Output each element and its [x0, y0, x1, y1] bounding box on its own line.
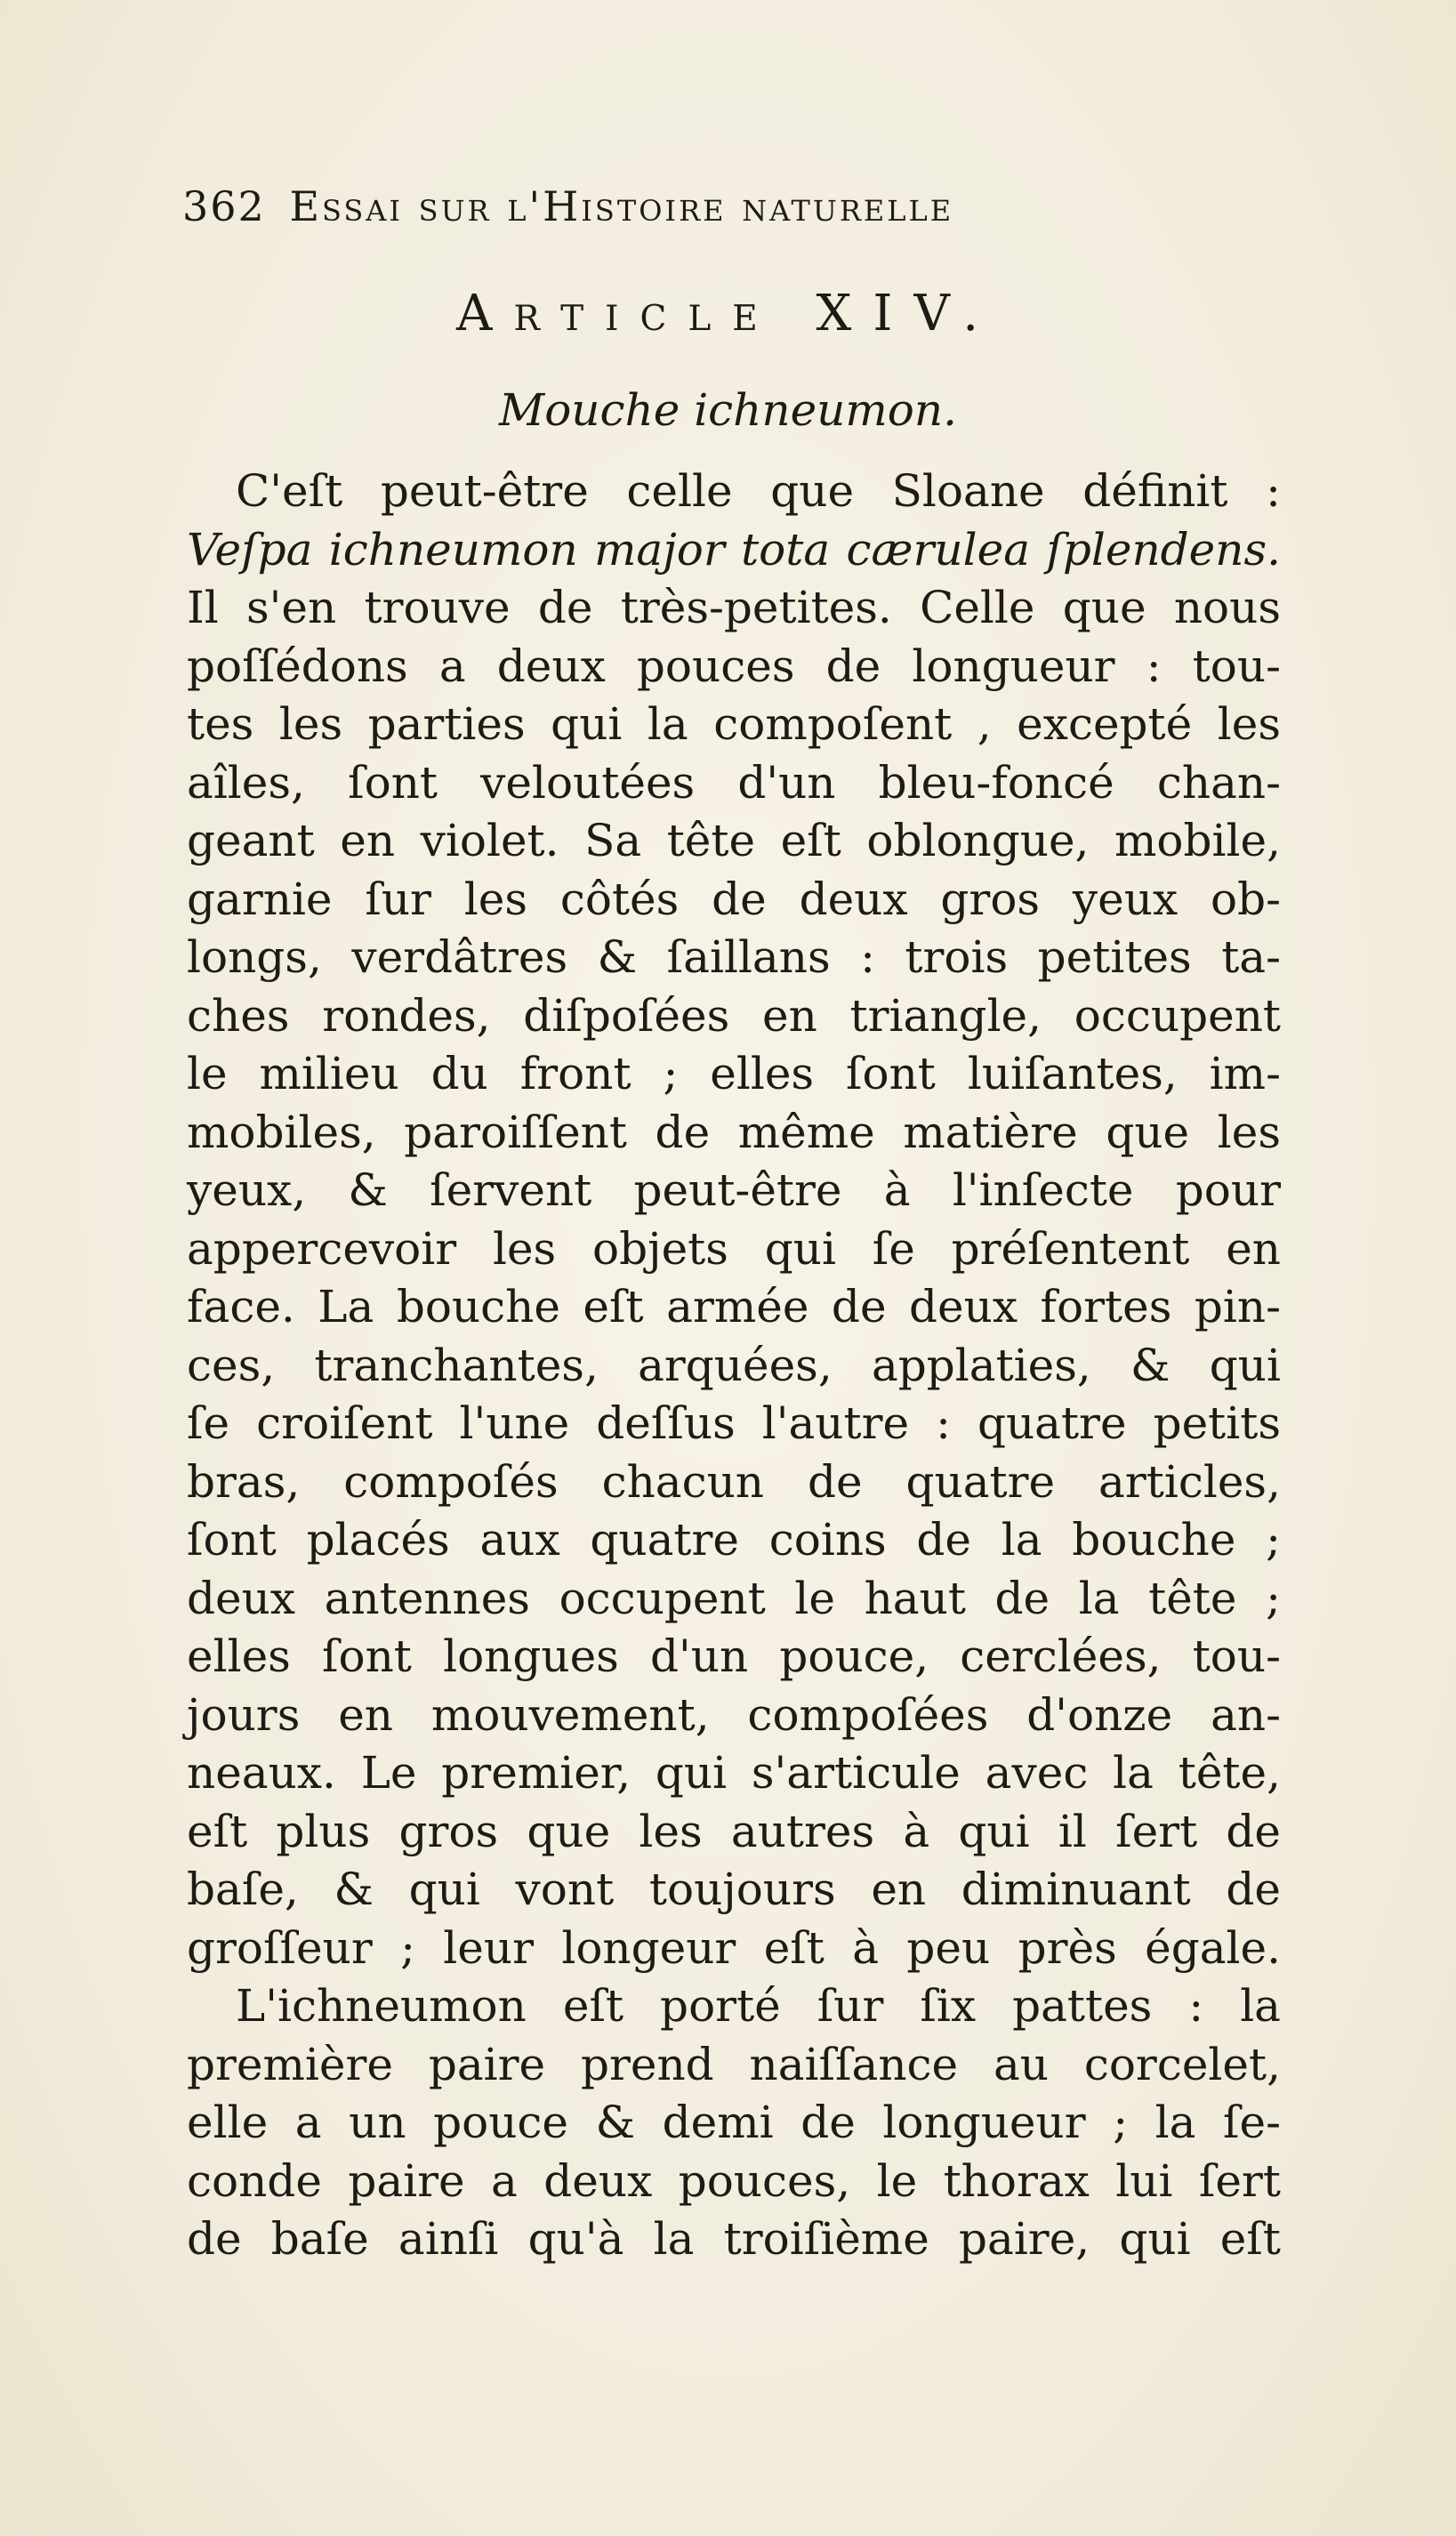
text-line: groſſeur ; leur longeur eſt à peu près égale.	[187, 1921, 1281, 1974]
text-line: L'ichneumon eſt porté ſur ſix pattes : la	[236, 1980, 1281, 2032]
text-line: tes les parties qui la compoſent , excepté les	[187, 698, 1281, 750]
text-line: ſe croiſent l'une deſſus l'autre : quatre petits	[187, 1397, 1281, 1449]
running-title: Essai sur l'Histoire naturelle	[289, 182, 954, 230]
text-line: longs, verdâtres & ſaillans : trois petites ta-	[187, 931, 1281, 983]
article-heading: Article XIV.	[456, 285, 1000, 342]
text-line: appercevoir les objets qui ſe préſentent en	[187, 1222, 1281, 1275]
text-line: première paire prend naiſſance au corcelet,	[187, 2038, 1281, 2090]
text-line: face. La bouche eſt armée de deux fortes pin-	[187, 1281, 1281, 1332]
text-line: le milieu du front ; elles ſont luiſantes, im-	[187, 1048, 1281, 1099]
page-number: 362	[182, 182, 266, 230]
text-line: de baſe ainſi qu'à la troiſième paire, qui eſt	[187, 2213, 1281, 2265]
text-line: elle a un pouce & demi de longueur ; la ſe-	[187, 2097, 1281, 2148]
body-text	[187, 463, 1281, 2269]
text-line: Veſpa ichneumon major tota cærulea ſplendens.	[187, 523, 1281, 576]
running-head	[182, 182, 1294, 230]
text-line: aîles, ſont veloutées d'un bleu-foncé chan-	[187, 756, 1281, 809]
text-line: deux antennes occupent le haut de la tête ;	[187, 1572, 1281, 1624]
text-line: geant en violet. Sa tête eſt oblongue, mobile,	[187, 815, 1281, 866]
text-line: elles ſont longues d'un pouce, cerclées, tou-	[187, 1630, 1281, 1682]
text-line: eſt plus gros que les autres à qui il ſert de	[187, 1805, 1281, 1857]
text-line: C'eſt peut-être celle que Sloane définit :	[236, 465, 1281, 517]
text-line: ces, tranchantes, arquées, applaties, & qui	[187, 1339, 1281, 1391]
text-line: ches rondes, diſpoſées en triangle, occupent	[187, 989, 1281, 1042]
text-line: Il s'en trouve de très-petites. Celle que nous	[187, 582, 1281, 633]
text-line: ſont placés aux quatre coins de la bouche ;	[187, 1514, 1281, 1566]
text-line: jours en mouvement, compoſées d'onze an-	[187, 1688, 1281, 1741]
text-line: mobiles, paroiſſent de même matière que les	[187, 1106, 1281, 1158]
text-line: garnie ſur les côtés de deux gros yeux ob-	[187, 873, 1281, 925]
text-line: neaux. Le premier, qui s'articule avec la tête,	[187, 1747, 1281, 1799]
text-line: baſe, & qui vont toujours en diminuant de	[187, 1864, 1281, 1915]
text-line: yeux, & ſervent peut-être à l'inſecte pour	[187, 1164, 1281, 1216]
text-line: bras, compoſés chacun de quatre articles,	[187, 1455, 1281, 1508]
text-line: conde paire a deux pouces, le thorax lui ſert	[187, 2154, 1281, 2207]
article-subtitle: Mouche ichneumon.	[499, 384, 957, 436]
text-line: poſſédons a deux pouces de longueur : tou-	[187, 640, 1281, 692]
